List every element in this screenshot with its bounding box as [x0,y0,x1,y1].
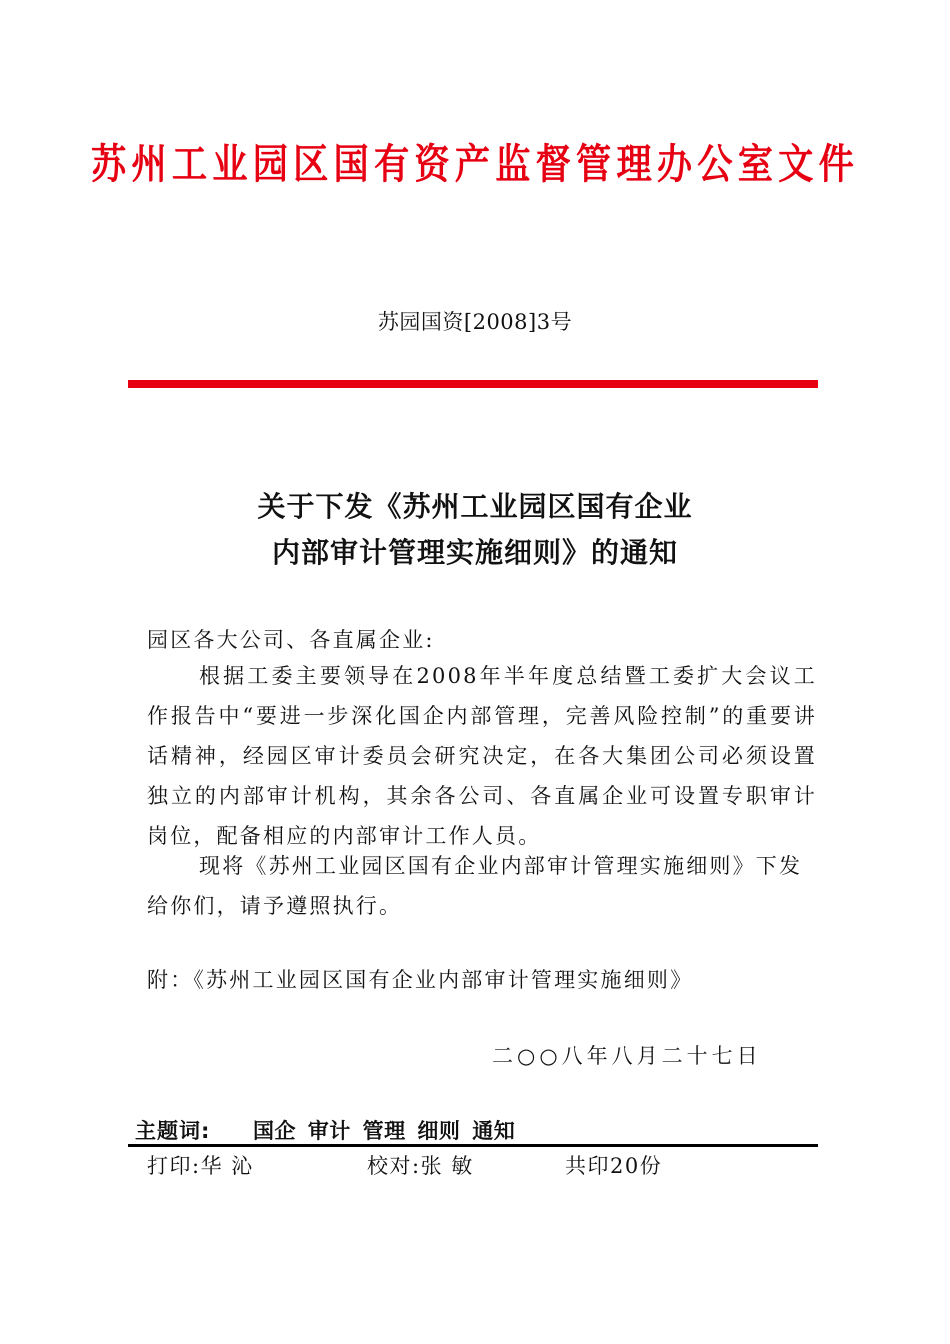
issue-date: 二○○八年八月二十七日 [492,1044,762,1068]
document-title-line-1: 关于下发《苏州工业园区国有企业 [257,490,693,523]
footer-separator-line [128,1144,818,1147]
copies-count: 共印20份 [565,1154,663,1178]
printed-by: 打印:华 沁 [147,1154,254,1178]
document-title-line-2: 内部审计管理实施细则》的通知 [271,536,678,569]
keywords-values: 国企 审计 管理 细则 通知 [253,1119,516,1143]
body-paragraph-2: 现将《苏州工业园区国有企业内部审计管理实施细则》下发给你们，请予遵照执行。 [147,854,803,918]
red-separator-line [128,380,818,388]
keywords-label: 主题词: [135,1119,211,1143]
attachment-note: 附：《苏州工业园区国有企业内部审计管理实施细则》 [147,968,694,992]
salutation: 园区各大公司、各直属企业: [147,628,435,652]
body-paragraph-1: 根据工委主要领导在2008年半年度总结暨工委扩大会议工作报告中“要进一步深化国企内部管理，完善风险控制”的重要讲话精神，经园区审计委员会研究决定，在各大集团公司必须设置独立的内部审计机构，其余各公司、各直属企业可设置专职审计岗位，配备相应的内部审计工作人员。 [147,664,817,848]
keywords-row [135,1116,818,1146]
issuing-office-title: 苏州工业园区国有资产监督管理办公室文件 [91,140,859,188]
document-number: 苏园国资[2008]3号 [377,310,573,334]
print-info-row [147,1150,817,1182]
proofread-by: 校对:张 敏 [367,1154,474,1178]
